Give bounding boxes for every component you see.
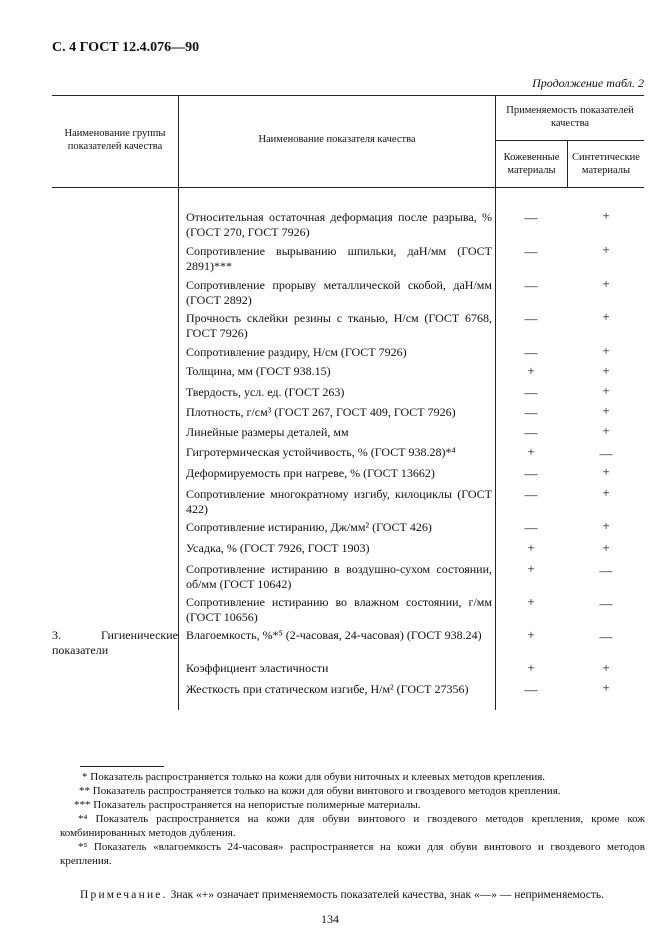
subheader-rule [495,140,644,141]
synthetic-mark: + [602,680,610,695]
page-header: С. 4 ГОСТ 12.4.076—90 [52,40,200,55]
leather-mark: + [527,363,535,378]
group-label: 3. Гигиенические показатели [52,628,178,657]
leather-mark: — [524,487,538,502]
note-text: Знак «+» означает применяемость показателей качества, знак «—» — неприменяемость. [167,889,605,901]
leather-mark: — [524,345,538,360]
table-continuation-label: Продолжение табл. 2 [532,76,644,90]
table-row-indicator: Сопротивление истиранию в воздушно-сухом состоянии, об/мм (ГОСТ 10642) [186,562,492,591]
footnote: ** Показатель распространяется только на кожи для обуви винтового и гвоздевого методов крепления. [79,785,561,797]
col-group-header: Наименование группы показателей качества [64,128,166,152]
synthetic-mark: + [602,464,610,479]
leather-mark: — [524,466,538,481]
synthetic-mark: + [602,383,610,398]
synthetic-mark: + [602,518,610,533]
synthetic-mark: + [602,540,610,555]
table-row-indicator: Прочность склейки резины с тканью, Н/см (ГОСТ 6768, ГОСТ 7926) [186,311,492,340]
table-row-indicator: Жесткость при статическом изгибе, Н/м² (ГОСТ 27356) [186,682,469,696]
synthetic-mark: + [602,403,610,418]
table-row-indicator: Сопротивление вырыванию шпильки, даН/мм (ГОСТ 2891)*** [186,244,492,273]
table-row-indicator: Твердость, усл. ед. (ГОСТ 263) [186,385,345,399]
table-row-indicator: Плотность, г/см³ (ГОСТ 267, ГОСТ 409, ГОСТ 7926) [186,405,456,419]
synthetic-mark: — [599,596,613,611]
synthetic-mark: + [602,343,610,358]
table-row-indicator: Сопротивление раздиру, Н/см (ГОСТ 7926) [186,345,407,359]
leather-mark: + [527,561,535,576]
leather-mark: + [527,444,535,459]
table-row-indicator: Деформируемость при нагреве, % (ГОСТ 13662) [186,466,435,480]
table-note [80,889,645,901]
table-row-indicator: Сопротивление истиранию во влажном состоянии, г/мм (ГОСТ 10656) [186,595,492,624]
footnote: *** Показатель распространяется на непористые полимерные материалы. [74,799,421,811]
footnote: * Показатель распространяется только на кожи для обуви ниточных и клеевых методов крепления. [82,771,546,783]
table-row-indicator: Влагоемкость, %*⁵ (2-часовая, 24-часовая) (ГОСТ 938.24) [186,628,482,642]
table-row-indicator: Сопротивление многократному изгибу, килоциклы (ГОСТ 422) [186,487,492,516]
table-row-indicator: Коэффициент эластичности [186,661,329,675]
synthetic-mark: — [599,446,613,461]
column-divider-2 [495,95,496,710]
synthetic-mark: + [602,485,610,500]
note-label: Примечание. [80,889,168,901]
leather-mark: — [524,682,538,697]
footnote: *⁵ Показатель «влагоемкость 24-часовая» распространяется на кожи для обуви винтового и гвоздевого методов крепления. [60,841,645,867]
table-row-indicator: Толщина, мм (ГОСТ 938.15) [186,364,331,378]
col-leather-header: Кожевенные материалы [503,152,560,176]
col-synthetic-header: Синтетические материалы [572,152,640,176]
leather-mark: + [527,627,535,642]
header-bottom-rule [52,187,644,188]
leather-mark: — [524,311,538,326]
table-top-rule [52,95,644,96]
page-number: 134 [321,912,339,926]
table-row-indicator: Сопротивление истиранию, Дж/мм² (ГОСТ 426) [186,520,432,534]
col-applicability-header: Применяемость показателей качества [506,105,634,129]
footnote-separator [80,766,164,767]
col-indicator-header: Наименование показателя качества [258,134,416,145]
leather-mark: + [527,660,535,675]
footnote: *⁴ Показатель распространяется на кожи для обуви винтового и гвоздевого методов крепления, кроме кож комбинированных методов дубления. [60,813,645,839]
table-row-indicator: Линейные размеры деталей, мм [186,425,349,439]
leather-mark: — [524,244,538,259]
column-divider-1 [178,95,179,710]
table-row-indicator: Относительная остаточная деформация после разрыва, % (ГОСТ 270, ГОСТ 7926) [186,210,492,239]
leather-mark: — [524,385,538,400]
leather-mark: — [524,520,538,535]
synthetic-mark: — [599,629,613,644]
synthetic-mark: + [602,660,610,675]
leather-mark: + [527,540,535,555]
synthetic-mark: + [602,276,610,291]
synthetic-mark: + [602,208,610,223]
table-row-indicator: Гигротермическая устойчивость, % (ГОСТ 938.28)*⁴ [186,445,456,459]
leather-mark: — [524,210,538,225]
leather-mark: + [527,594,535,609]
synthetic-mark: + [602,242,610,257]
leather-mark: — [524,278,538,293]
synthetic-mark: — [599,563,613,578]
synthetic-mark: + [602,309,610,324]
leather-mark: — [524,405,538,420]
synthetic-mark: + [602,423,610,438]
table-row-indicator: Сопротивление прорыву металлической скобой, даН/мм (ГОСТ 2892) [186,278,492,307]
synthetic-mark: + [602,363,610,378]
leather-mark: — [524,425,538,440]
table-row-indicator: Усадка, % (ГОСТ 7926, ГОСТ 1903) [186,541,370,555]
